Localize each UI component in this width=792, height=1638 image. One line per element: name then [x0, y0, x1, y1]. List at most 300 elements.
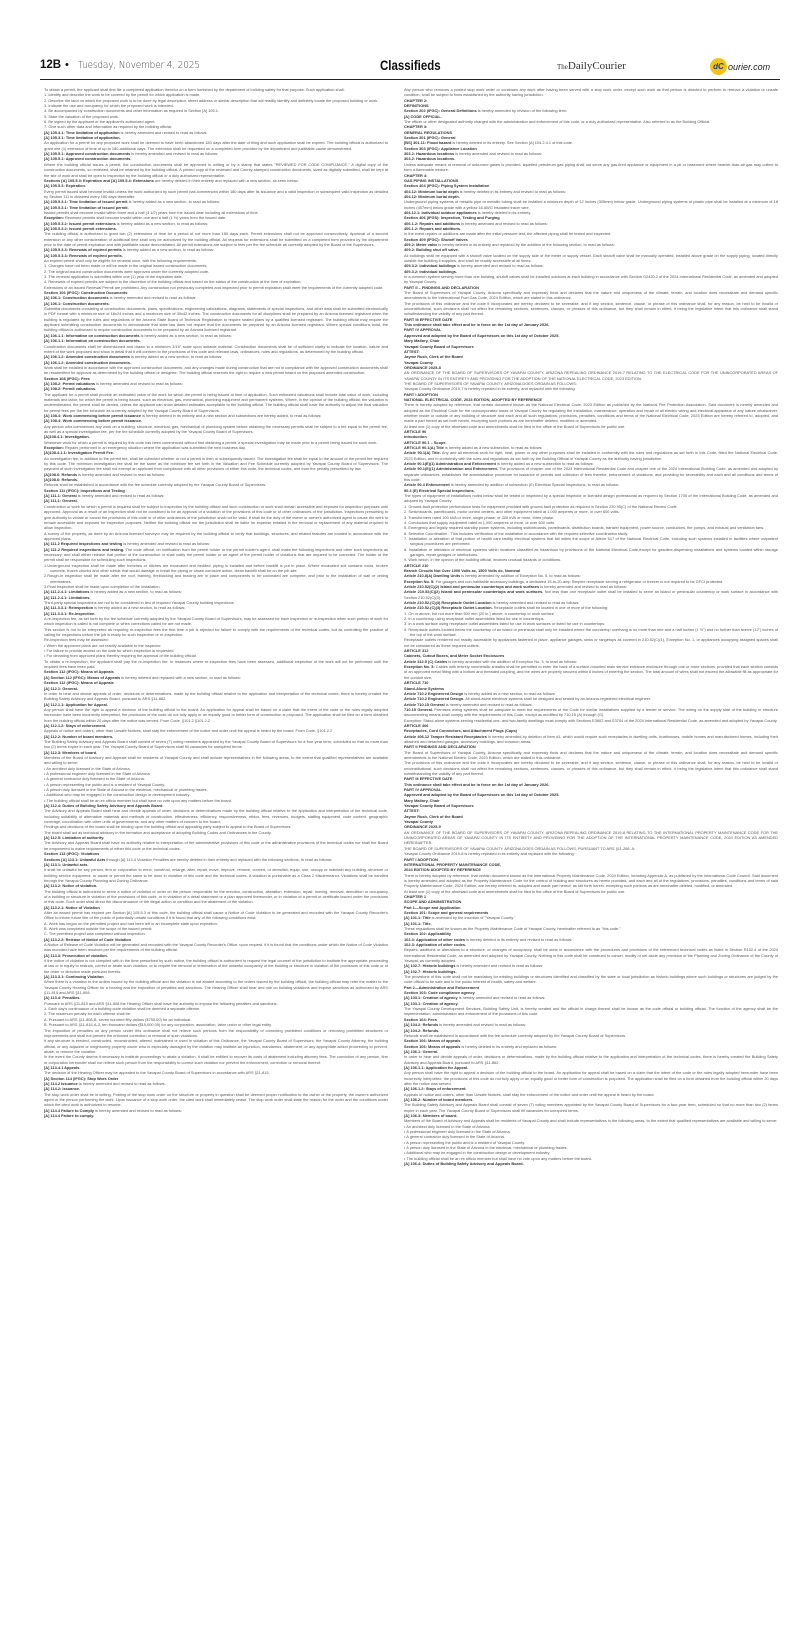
section-heading: ORDINANCE 2025-8 — [404, 364, 441, 370]
amendment-text: is hereby amended and revised to read as follows: — [95, 380, 183, 386]
amendment-reference: Article 90.4 Enforcement — [404, 482, 450, 488]
section-heading: [A] 101.1: Title. — [404, 920, 432, 926]
amendment-reference: Article 710.2 Engineered Design. — [404, 696, 465, 702]
section-heading: [A] 103.1: Creation of agency. — [404, 1000, 459, 1006]
amendment-reference: 710.15 General. — [404, 706, 433, 712]
amendment-reference: Article 710.15 General — [404, 701, 445, 707]
section-heading: [A] 106.1.2: Amended construction documents. — [44, 359, 131, 365]
body-paragraph: Pursuant to ARS §11-815 and ARS §11-808 the Hearing Officer shall have the authority to impose the following penalties and sanctions: — [44, 1000, 278, 1006]
amendment-text: Not less than one receptacle outlet shall be installed to serve an island or peninsular countertop or work surface in accordance with Section 210.52(C)(3). — [404, 589, 778, 600]
amendment-text: is hereby deleted and replaced with a new section, to read as follows: — [120, 674, 241, 680]
amendment-reference: Sections [A] 113.1: Unlawful Acts — [44, 856, 106, 862]
list-item: 7. Give such other data and information as required by the building official. — [44, 124, 172, 130]
list-item: • When the approved plans are not readily available to the inspector. — [44, 642, 162, 648]
amendment-text: is hereby added as a new section, to read as follows: — [127, 199, 220, 205]
amendment-reference: Article 90.1(E)(1) Administration and Enforcement — [404, 461, 496, 467]
section-heading: Mary Mallory, Chair — [404, 797, 440, 803]
amendment-text: is hereby amended and revised to read as follows: — [77, 471, 165, 477]
body-paragraph: A Notice of Release of Code Violation will be generated and recorded with the Yavapai County Recorder's Office, upon request, if it is found that the conditions under which the Notice of Code Violation was recorded have been resolved per the requirements of the building official. — [44, 942, 388, 953]
amendment-reference: [A] 111.3.3.1: Reinspection — [44, 605, 94, 611]
list-item: 1. Ground-fault protection performance tests for equipment provided with ground-fault protection as required in Section 230.95(C) of the National Electric Code. — [404, 503, 678, 509]
amendment-text: Premises wiring systems shall be adequate to meet the requirements of the Code for similar installations supplied by a feeder or service. The wiring on the supply side of the building or structure disconnecting means shall comply with the requirements of this Code, except as modified by 710.15 (A) through (G). — [404, 706, 778, 718]
amendment-reference: [A] 108.4: Work commencing before permit issuance — [44, 412, 142, 418]
amendment-reference: [A] 105.5.3.3: Renewals of expired permits — [44, 247, 122, 253]
section-heading: [A] 113.3.1: Continuing Violation — [44, 974, 104, 980]
amendment-text: is hereby added as a new section, to read as follows: — [93, 605, 186, 611]
amendment-text: is hereby deleted in its entirety and revised to read as follows: — [458, 188, 566, 194]
amendment-text: is hereby amended and revised to read as follows: — [122, 541, 211, 547]
section-heading: Part 1—Scope and Application — [404, 904, 461, 910]
section-title: Classifieds — [380, 57, 441, 73]
amendment-reference: Article 210.8(A) Dwelling Units — [404, 573, 461, 579]
body-paragraph: The types of equipment of installations noted below shall be tested or inspected by a special inspector or licensed design professional as required by Section 1705 of the International Building Code, as amended and adopted by Yavapai County. — [404, 493, 778, 504]
section-heading: [A] 106.1.1: Application for Appeal. — [404, 1064, 469, 1070]
amendment-text: Receptacle outlets shall be located in one or more of the following: — [492, 605, 609, 611]
section-heading: Introduction — [404, 434, 427, 440]
section-heading: Section 106 (IFGC): Construction Documents — [44, 290, 128, 296]
amendment-reference: [A] 111.2 Required inspections and testing — [44, 541, 123, 547]
amendment-text: is hereby amended and revised to read as follows: — [76, 493, 165, 499]
body-paragraph: In the event repairs or additions are made after the initial pressure test, the affected piping shall be tested and inspected. — [404, 231, 612, 237]
body-paragraph: Exception: Stand-alone systems serving residential one- and two-family dwellings must comply with Sections E3602 and E3704 of the 2024 International Residential Code, as amended and adopted by Yavapai County. — [404, 717, 778, 723]
section-heading: Section 103: Code compliance agency — [404, 990, 475, 996]
amendment-text: is hereby amended and revised to read as follows: — [444, 701, 533, 707]
list-item: 4. Be accompanied by construction documents and other information as required in Section [A] 105.1. — [44, 108, 219, 114]
body-paragraph: The officer or other designated authority charged with the administration and enforcement of this code, or a duly authorized representative. Also referred to as the Building Official. — [404, 119, 711, 125]
section-heading: 404.12: Minimum burial depth. — [404, 193, 460, 199]
amendment-text: is hereby deleted in its entirety and a new section and subsections are hereby added, to read as follows: — [141, 412, 322, 418]
legal-notice-column-right — [404, 87, 778, 1166]
section-heading: 303.2: Hazardous locations. — [404, 156, 456, 162]
section-heading: Mary Mallory, Chair — [404, 338, 440, 344]
body-paragraph: Third-party special inspections are not to be considered in lieu of required Yavapai County building inspections. — [44, 600, 235, 605]
list-item: 6. Selective Coordination - This includes verification of the installation in accordance with the required selective coordination study. — [404, 530, 629, 536]
list-item: 3. In a work surface using receptacle outlet assemblies listed for use in work surfaces or listed for use in countertops. — [404, 621, 606, 627]
body-paragraph: Members of the Board of Advisory and Appeals shall be residents of Yavapai County and shall include representatives in the following areas, to the extent that qualified representatives are available and willing to serve: — [44, 754, 388, 766]
list-item: 2. The maximum penalty for each offense shall be: — [44, 1011, 132, 1017]
section-heading: [A]108.4.1.1: Investigation Permit Fee. — [44, 450, 115, 456]
body-paragraph: The building official is authorized to serve a notice of violation or order on the person responsible for the erection, construction, alteration, extension, repair, moving, removal, demolition or occupancy of a building or structure in violation of the provisions of this code, or in violation of a detail statement or a plan approved thereunder, or in violation of a permit or certificate issued under the provisions of this code. Such order shall direct the discontinuance of the illegal action or condition and the abatement of the violation. — [44, 888, 388, 905]
amendment-text: is hereby amended with the addition of Exception No. 3, to read as follows: — [447, 658, 578, 664]
section-heading: 102.3: Application of other codes. — [404, 942, 467, 947]
amendment-reference: Exception: — [44, 215, 64, 221]
body-paragraph: In order to hear and decide appeals of order, decisions or determinations, made by the building official relative to the application and interpretation of the technical codes, there is hereby created the Building Safety Advisory and Appeals Board, pursuant to ARS §11-862. — [44, 690, 388, 702]
section-heading: Yavapai County — [404, 359, 433, 365]
amendment-reference: [A] 111.1: General — [44, 493, 77, 499]
amendment-reference: 406.1.2: Repairs and additions — [404, 220, 461, 226]
amendment-text: through [A] 113.4 Violation Penalties are hereby deleted in their entirety and replaced with the following sections, to read as follows: — [105, 856, 333, 862]
section-heading: [A] 106.2: Number of board members. — [404, 1096, 474, 1102]
amendment-paragraph — [404, 589, 778, 600]
body-paragraph: Unless adequate means of removal of unburned gases is provided, liquefied petroleum gas piping shall not serve any gas-fired appliance or equipment in a pit or basement where heavier-than-air gas may collect to form a flammable mixture. — [404, 161, 778, 173]
amendment-reference: [A] 111.2 Required inspections and testing. — [44, 546, 125, 552]
amendment-reference: Sections [A] 105.5.3: Expiration and [A] 105.5.4: Extensions — [44, 177, 154, 183]
section-heading: Yavapai County Board of Supervisors — [404, 343, 474, 349]
amendment-reference: Article 312.5 (C) Cables — [404, 658, 448, 664]
amendment-text: Cables with entirely nonmetallic sheaths shall be permitted to enter the back of a surface-mounted main service entrance enclosure through one or more sections, provided that each section consists of an approved metal fitting with a bottom and threaded coupling, and the wires are properly secured within 6 inches of entering the section. The total amount of wires shall not exceed the allowable fill as appropriate for the conduit size. — [404, 664, 779, 680]
amendment-text: is hereby amended and revised to read as follows: — [108, 295, 197, 301]
amendment-reference: [A] 106.1: Construction documents — [44, 295, 109, 301]
amendment-reference: [A] 111.2.4.1: Limitations — [44, 589, 90, 595]
body-paragraph: Yavapai County Ordinance 2019-7 is hereby repealed in its entirety, and replaced with the following: — [404, 386, 576, 392]
section-heading: [A]108.4.1: Investigation. — [44, 434, 90, 440]
section-heading: [A] 105.5.3.1: Time limitation of issued permit. — [44, 204, 129, 210]
section-heading: [A] 106.1.2: Stays of enforcement. — [404, 1086, 467, 1092]
amendment-paragraph — [404, 664, 778, 680]
body-paragraph: The Advisory and Appeals Board shall have no authority relative to interpretation of the administrative provisions of this code or the administrative provisions of the technical codes nor shall the Board be empowered to waive requirements of either this code or the technical codes. — [44, 840, 388, 851]
body-paragraph: When there is a violation to the orders issued by the building official and the violation is not abated according to the orders issued by the building official, the building official may refer the matter to the Yavapai County Hearing Officer for a hearing and the imposition of penalties and sanctions. The Hearing Officer shall hear and rule on building violations and impose sanctions as authorized by ARS §11-815 and ARS §11-808. — [44, 979, 388, 996]
amendment-text: is hereby deleted in its entirety and replaced by the addition of the following section, to read as follows: — [437, 241, 615, 247]
amendment-text: Renewed permits shall become invalid within one and a half (1 ½) years from the issued date. — [63, 215, 227, 221]
section-heading: DEFINITIONS — [404, 103, 429, 109]
amendment-text: is hereby deleted in its entirety. — [476, 209, 532, 215]
list-item: • An architect duly licensed in the State of Arizona. — [44, 765, 131, 771]
section-heading: INTERNATIONAL PROPERTY MAINTENANCE CODE, — [404, 861, 502, 867]
amendment-reference: Article 90.1(A) Title. — [404, 450, 441, 456]
logo-badge-icon: dC — [710, 58, 727, 75]
page-number: 12B — [40, 59, 62, 71]
section-heading: ORDINANCE 2025-9 — [404, 824, 441, 830]
body-paragraph: The Board of Supervisors of Yavapai County, Arizona specifically and expressly finds and declares that the nature and uniqueness of the climate, terrain, and location does necessitate and demand specific amendments to the National Electric Code, 2023 Edition, which are stated in this ordinance. — [404, 749, 778, 760]
body-paragraph: The applicant for a permit shall provide an estimated value of the work for which the permit is being issued at time of application. Such estimated valuations shall include total value of work, including materials and labor, for which the permit is being issued, such as electrical, gas, mechanical, plumbing equipment and permanent systems. Where, in the opinion of the building official, the valuation is underestimated, the permit shall be denied, unless the applicant can show detailed estimates acceptable to the building official. The building official shall have the authority to adjust the final valuation for permit fees per the fee schedule as currently adopted by the Yavapai County Board of Supervisors. — [44, 391, 388, 413]
issue-date: Tuesday, November 4, 2025 — [78, 60, 200, 71]
section-heading: This ordinance shall take effect and be in force on the 1st day of January 2026. — [404, 781, 550, 787]
body-paragraph: An expired permit shall only be eligible for renewal once, with the following requirements: — [44, 258, 197, 263]
dcourier-logo[interactable] — [710, 58, 770, 75]
body-paragraph: An investigation fee, in addition to the permit fee, shall be collected whether or not a permit is then or subsequently issued. The investigation fee shall be equal to the amount of the permit fee required by this code. The minimum investigation fee shall be the same as the minimum fee set forth in the Valuation and Fee Schedule currently adopted by Yavapai County Board of Supervisors. The payment of such investigation fee shall not exempt an applicant from compliance with all other provisions of either this code, the technical codes, and from the penalty prescribed by law. — [44, 455, 388, 472]
section-heading: GENERAL REGULATIONS — [404, 129, 453, 135]
list-item: • Additional who may be engaged in the construction design or development industry. — [404, 1150, 551, 1156]
amendment-reference: 303.2: Hazardous locations — [404, 151, 455, 157]
list-item: 1. Changes have not been made or will be made in the original issued construction documents. — [44, 263, 208, 269]
section-heading: [A] 113.2.2: Release of Notice of Code Violation — [44, 936, 132, 942]
body-paragraph: Appeals of notice and orders, other than Unsafe Notices, shall stay the enforcement of the notice and order until the appeal is heard by the board. From Code, §101.2.2 — [44, 728, 333, 734]
body-paragraph: The Building Safety Advisory and Appeals Board shall consist of seven (7) voting members appointed by the Yavapai County Board of Supervisors for a four-year term, scheduled so that no more than two (2) terms expire in each year. The Yavapai County Board of Supervisors shall fill vacancies for unexpired terms. — [404, 1102, 778, 1113]
body-paragraph: Every permit issued shall become invalid unless the work authorized by such permit has commenced within 180 days after its issuance and a valid inspection or subsequent valid inspection as detailed by Section 111 is obtained every 180 days thereafter. — [44, 188, 388, 199]
list-item: 7. Installation or alteration of that portion of health care facility electrical systems that fall within the scope of Article 517 of the National Electrical Code, including such systems installed in facilities where outpatient surgical procedures are performed. — [404, 535, 778, 547]
body-paragraph: THE BOARD OF SUPERVISORS OF YAVAPAI COUNTY, ARIZONA DOES ORDAIN AS FOLLOWS: — [404, 380, 577, 386]
body-paragraph: If the notice of violation is not complied with in the time prescribed by such notice, the building official is authorized to request the legal counsel of the jurisdiction to institute the appropriate proceeding at law or in equity to restrain, correct or abate such violation, or to require the removal or termination of the unlawful occupancy of the building or structure in violation of the provisions of this code or of the order or direction made pursuant thereto. — [44, 958, 388, 974]
body-paragraph: Appeals of notice and orders, other than Unsafe Notices, shall stay the enforcement of the notice and order until the appeal is heard by the board. — [404, 1091, 655, 1097]
body-paragraph: At least one (1) copy of the aforesaid code and amendments shall be filed in the office of the Board of Supervisors for public use. — [404, 423, 626, 429]
section-heading: [A] 112.1.2: Stays of enforcement. — [44, 722, 107, 728]
list-item: C. The permitted project was completed without inspection. — [44, 931, 146, 937]
amendment-reference: [A] Section 112 (IFGC): Means of Appeals — [44, 674, 121, 680]
body-paragraph: The provisions of this ordinance and the code it incorporates are hereby declared to be severable, and if any section, sentence, clause, or phrase of this ordinance shall, for any reason, be held to be invalid or unconstitutional, such decisions shall not affect the remaining sections, sentences, clauses, or phrases of this ordinance, but they shall remain in effect, it being the legislative intent that this ordinance shall stand notwithstanding the validity of any part thereof. — [404, 300, 778, 317]
section-heading: Approved and adopted by the Board of Supervisors on this 1st day of October 2025. — [404, 332, 560, 338]
list-item: 3. The renewal application is submitted within one (1) year of the expiration date. — [44, 274, 183, 280]
section-heading: ARTICLE 312 — [404, 648, 429, 654]
amendment-reference: 404.12: Minimum burial depth — [404, 188, 459, 194]
body-paragraph: The Yavapai County Development Services, Building Safety Unit, is hereby created and the official in charge thereof shall be known as the code official or building official. The function of the agency shall be the implementation, administration and enforcement of the provisions of this code. — [404, 1006, 778, 1017]
list-item: 9. Work which, in the opinion of the building official, involves unusual hazards or conditions. — [404, 557, 562, 563]
list-item: • A person duly licensed in the State of Arizona in the electrical, mechanical or plumbing trades. — [44, 787, 208, 793]
section-heading: [A] 113.4: Penalties. — [44, 995, 81, 1001]
amendment-paragraph — [404, 707, 778, 718]
section-heading: Section 108 (IFGC): Fees — [44, 375, 90, 381]
section-heading: [A] 106.1: General. — [404, 1048, 439, 1054]
body-paragraph: Work shall be installed in accordance with the approved construction documents, and any changes made during construction that are not in compliance with the approved construction documents shall be resubmitted for approval as determined by the building official or designee. The building official reserves the right to require a new permit based on the proposed amended construction. — [44, 364, 388, 376]
amendment-text: is hereby amended and revised to read as follows: — [438, 1022, 526, 1028]
section-heading: ATTEST: — [404, 348, 420, 354]
section-heading: Receptacles, Cord Connectors, and Attachment Plugs (Caps) — [404, 728, 517, 734]
body-paragraph: Yavapai County Ordinance 2019-8 is hereby repealed in its entirety and replaced with the following: — [404, 851, 575, 857]
list-item: 2. Describe the land on which the proposed work is to be done by legal description, street address or similar description that will readily identify and definitely locate the proposed building or work. — [44, 97, 379, 103]
amendment-text: is hereby amended and revised to read as follows: — [539, 583, 627, 589]
body-paragraph: After an issued permit has expired per Section [A] 105.5.3 of this code, the building official shall cause a Notice of Code Violation to be generated and recorded with the Yavapai County Recorder's Office to inform future title of the public of potentially unsafe conditions if it is found that any of the following conditions exist: — [44, 909, 388, 921]
section-heading: [A] 112.3: Members of board. — [44, 749, 98, 755]
section-heading: [A] 106.4: Duties of Building Safety Advisory and Appeals Board. — [404, 1161, 524, 1167]
paper-prefix: The — [557, 63, 568, 71]
amendment-reference: [A] 105.5.3.2: Issued permit extensions — [44, 220, 116, 226]
amendment-text: is hereby deleted in its entirety and replaced as follows: — [460, 1043, 557, 1049]
section-heading: [A] 113.2.1: Notice of Violation — [44, 904, 100, 910]
amendment-text: All stand-alone electrical systems shall be designed and sealed by an Arizona-registered electrical engineer. — [464, 696, 651, 702]
section-heading: Section 113 (IFGC): Violations — [44, 851, 100, 857]
section-heading: [A] 105.5.3.3: Renewals of expired permits. — [44, 252, 123, 258]
body-paragraph: Any person who commences any work on a building, structure, electrical, gas, mechanical or plumbing system before obtaining the necessary permits shall be subject to a fee equal to the permit fee, as well as a special investigation fee, per the fee schedule currently adopted by the Yavapai County Board of Supervisors. — [44, 423, 388, 434]
separator-bullet: • — [65, 59, 69, 71]
body-paragraph: This section is not to be interpreted as requiring re-inspection fees the first time a job is rejected for failure to comply with the requirements of the technical codes, but as controlling the practice of calling for inspections before the job is ready for such inspection or re-inspection. — [44, 626, 388, 638]
body-paragraph: Receptacle outlets rendered not readily accessible by appliances fastened in place, appliance garages, sinks or rangetops as covered in 210.52(C)(1), Exception No. 1, or appliances occupying assigned spaces shall not be considered as these required outlets. — [404, 637, 778, 648]
body-paragraph: Where the building official issues a permit, the construction documents shall be approved in writing or by a stamp that states "REVIEWED FOR CODE COMPLIANCE." A digital copy of the construction documents, so reviewed, shall be retained by the building official. A printed copy of the reviewed and County-stamped construction documents, sized as digitally submitted, shall be kept at the site of work and shall be open to inspection by the building official or a duly authorized representative. — [44, 161, 388, 178]
section-heading: Section 102: Applicability — [404, 931, 451, 937]
section-heading: PART III EFFECTIVE DATE — [404, 776, 453, 782]
body-paragraph: It shall be unlawful for any person, firm or corporation to erect, construct, enlarge, alter, repair, move, improve, remove, convert, or demolish, equip, use, occupy or maintain any building, structure or building service equipment, or cause or permit the same to be done in violation of this code and the technical codes. A violation is punishable as a Class 2 Misdemeanor. Violations shall be handled through the Yavapai County Planning and Zoning Ordinance. — [44, 867, 388, 883]
body-paragraph: There is hereby adopted by reference, that certain document known as the National Electrical Code, 2023 Edition as published by the National Fire Protection Association. Said document is hereby amended and adopted as the Electrical Code for the unincorporated areas of Yavapai County for regulating the installation, maintenance, operation and repair of all electric wiring and electrical apparatus of any nature whatsoever, whether inside or outside of any building or structure and each and all such regulations, provisions, penalties, conditions and terms of the National Electrical Code, 2023 Edition are hereby referred to, adopted, and made a part hereof as set forth herein, excepting such portions as are hereinafter deleted, modified or amended. — [404, 402, 778, 424]
body-paragraph: All buildings shall be equipped with a shutoff valve located on the supply side of the meter or supply vessel. Each shutoff valve shall be manually operated, installed above grade on the supply piping, located directly outside the building it supplies, and shall be readily accessible at all times. — [404, 252, 778, 263]
amendment-reference: Article 406.12 Tamper Resistant Receptacles — [404, 733, 487, 739]
list-item: 3. Transformers rated 100 kVA or more, single phase; or 300 kVA or more, three phase. — [404, 514, 555, 520]
body-paragraph: Members of the Board of Advisory and Appeals shall be residents of Yavapai County and shall include representatives in the following areas, to the extent that qualified representatives are available and willing to serve: — [404, 1118, 778, 1124]
amendment-reference: Exception No. 5: — [404, 578, 435, 584]
amendment-paragraph — [404, 466, 778, 482]
list-item: B. Pursuant to ARS §11-815-A-3, ten thousand dollars ($10,000.00) for any corporation, association, labor union or other legal entity. — [44, 1022, 272, 1028]
body-paragraph: Submittal documents consisting of construction documents, plans, specifications, engineering calculations, diagrams, statements of special inspections, and other data shall be submitted electronically in PDF format with a minimum size of 18x24 inches and a maximum size of 30x42 inches. The construction documents for all disciplines shall be prepared by an Arizona licensed registrant when the building is regulated by the rules and regulations of the Arizona State Board of Technical Registration to require sealed plans by a qualified licensed registrant. The building official may require the applicant submitting construction documents to demonstrate that state law does not require that the documents be prepared by an Arizona licensed registrant. Where special conditions exist, the building official is authorized to require construction documents to be prepared by an Arizona licensed registrant. — [44, 306, 388, 333]
section-heading: Section 101: Scope and general requirements — [404, 909, 489, 915]
amendment-reference: Exception No. 3: — [404, 664, 435, 670]
section-heading: PART IV APPROVAL — [404, 327, 442, 333]
amendment-reference: 409.3.2: Individual buildings — [404, 263, 456, 269]
section-heading: Approved and adopted by the Board of Supervisors on this 1st day of October 2025. — [404, 792, 560, 798]
amendment-reference: 102.3: Application of other codes — [404, 936, 466, 942]
section-heading: NATIONAL ELECTRICAL CODE, 2023 EDITION, ADOPTED BY REFERENCE — [404, 396, 542, 402]
amendment-text: is hereby amended and revised to read as follows: — [491, 600, 580, 605]
amendment-reference: 409.2: Meter valve — [404, 241, 438, 247]
amendment-paragraph — [44, 547, 388, 563]
body-paragraph: Extensions of an issued Renewal Permit are prohibited. Any construction not previously completed and inspected prior to permit expiration shall meet the requirements of the currently adopted code. — [44, 284, 384, 290]
section-heading: [A]108.6: Refunds. — [44, 477, 79, 483]
body-paragraph: Repairs, additions or alterations to a structure, or changes of occupancy, shall be done in accordance with the procedures and provisions of the referenced technical codes as listed in Section R102.4 of the 2024 International Residential Code, as amended and adopted by Yavapai County. Nothing in this code shall be construed to cancel, modify or set aside any provision of the Planning and Zoning Ordinance of the County of Yavapai, as currently adopted. — [404, 947, 778, 964]
amendment-reference: [A] 105.5.1: Approved construction documents — [44, 151, 131, 157]
section-heading: [A] 112.2: Number of board members. — [44, 733, 114, 739]
section-heading: [A] 113.3: Prosecution of violation. — [44, 952, 108, 958]
amendment-reference: [A] 114.2 Issuance — [44, 1080, 78, 1086]
list-item: • A person representing the public and is a resident of Yavapai County. — [44, 781, 165, 787]
body-paragraph: These regulations shall be known as the Property Maintenance Code of Yavapai County, hereinafter referred to as "this code." — [404, 925, 621, 931]
body-paragraph: There is hereby adopted by reference, that certain document known as the International Property Maintenance Code, 2024 Edition, including Appendix A, as published by the International Code Council. Said document is hereby amended and adopted as the Property Maintenance Code for the control of building and structures as herein provided, and each and all of the regulations, provisions, penalties, conditions and terms of said Property Maintenance Code, 2024 Edition, are hereby referred to, adopted and made part hereof, as set forth herein, excepting such portions as are hereinafter deleted, modified, or amended. — [404, 872, 778, 889]
list-item: 2.Rough-in inspection shall be made after the roof, framing, fireblocking and bracing are in place and components to be concealed are complete, and prior to the installation of wall or ceiling membranes. — [44, 573, 388, 584]
amendment-reference: [A] 103.1: Creation of agency — [404, 995, 458, 1001]
body-paragraph: THE BOARD OF SUPERVISORS OF YAVAPAI COUNTY, ARIZONA DOES ORDAIN AS FOLLOWS, PURSUANT TO ARS §11-268, A: — [404, 845, 636, 851]
paper-name — [557, 60, 626, 72]
amendment-text: is hereby amended and revised to read as follows: — [455, 963, 544, 969]
list-item: A. Pursuant to ARS §11-808-B, seven hundred fifty dollars ($750.00) for an individual. — [44, 1016, 192, 1022]
section-heading: CHAPTER 3: — [404, 124, 428, 130]
body-paragraph: The Advisory and Appeals Board shall hear and decide appeals of order, decisions or determinations made by the building official relative to the application and interpretation of the technical code, including suitability of alternative materials and methods of construction, effectiveness, efficiency, responsiveness, ethics, fees, revenues, budgets, staffing equipment, code content, geographic coverage, coordination with other units of governments, and any other matters of concern to the board. — [44, 808, 388, 825]
amendment-text: For garages and non-habitable accessory buildings, a dedicated 15-to-20-amp Simplex receptacle serving a refrigerator or freezer is not required to be GFCI protected. — [434, 578, 724, 584]
list-item: 1. Identify and describe the work to be covered by the permit for which application is made. — [44, 92, 201, 98]
body-paragraph: Any person who removes a posted stop work order or continues any work after having been served with a stop work order, except such work as that person is directed to perform to remove a violation or unsafe condition, shall be subject to fines established by the authority having jurisdiction. — [404, 87, 778, 98]
section-heading: 406.1.2: Repairs and additions. — [404, 225, 462, 231]
amendment-reference: [A] 114.4 Failure to Comply — [44, 1107, 94, 1113]
section-heading: SCOPE AND ADMINISTRATION — [404, 899, 462, 905]
body-paragraph: A re-inspection fee, as set forth by the fee schedule currently adopted by the Yavapai County Board of Supervisors, may be assessed for each inspection or re-inspection when such portion of work for which inspection is called is not complete or when corrections called for are not made. — [44, 616, 388, 627]
section-heading: Stand-Alone Systems — [404, 685, 444, 691]
amendment-text: Any and all electrical work for light, heat, power or any other purposes shall be installed in conformity with the rules and regulations as set forth in this Code, titled the National Electrical Code, 2023 Edition, and in conformity with the rules and regulations as set forth by the Building Official of Yavapai County as the authority having jurisdiction. — [404, 450, 778, 461]
section-heading: Part 2—Administration and Enforcement — [404, 984, 480, 990]
list-item: 3.Final inspection shall be made upon completion of the installation. — [44, 583, 161, 589]
section-heading: Yavapai County — [404, 819, 433, 825]
amendment-text: is hereby amended and revised to read as follows: — [457, 995, 546, 1001]
body-paragraph: To obtain a permit, the applicant shall first file a completed application therefor on a form furnished by the department of building safety for that purpose. Such application shall: — [44, 87, 345, 92]
section-heading: ATTEST: — [404, 808, 420, 814]
list-item: • The building official shall be an ex officio member but shall have no vote upon any matters before the board. — [44, 797, 233, 803]
amendment-reference: Article 210.52(C)(2) Island and peninsular countertops and work surfaces. — [404, 589, 544, 595]
section-heading: ARTICLE 710 — [404, 680, 429, 686]
section-heading: GAS PIPING INSTALLATIONS — [404, 177, 459, 183]
body-paragraph: To obtain a re-inspection, the applicant shall pay the re-inspection fee. In instances where re-inspection fees have been assessed, additional inspection of the work will not be performed until the required fees have been paid. — [44, 658, 388, 670]
body-paragraph: In a common system serving more than one building, shutoff valves shall be installed outdoors at each building in accordance with Section G2420.2 of the 2024 International Residential Code, as amended and adopted by Yavapai County. — [404, 274, 778, 285]
body-paragraph: Re-inspection fees may be assessed: — [44, 637, 109, 643]
amendment-reference: Article 210.52(C)(2) Island and peninsular countertops and work surfaces — [404, 583, 540, 589]
body-paragraph: Construction documents shall be dimensioned and drawn to a minimum 3/16" scale upon suitable material. Construction documents shall be of sufficient clarity to indicate the location, nature and extent of the work proposed and show in detail that it will conform to the provisions of this code and relevant laws, ordinances, rules and regulations, as determined by the building official. — [44, 343, 388, 354]
section-heading: Section 112 (IFGC): Means of Appeals — [44, 680, 114, 686]
body-paragraph: Issued permits shall become invalid within three and a half (3 1/2) years from the issued date including all extensions of time. — [44, 209, 259, 215]
amendment-text: is amended by the insertion of "Yavapai County." — [430, 915, 516, 921]
amendment-paragraph — [404, 450, 778, 461]
amendment-text: is hereby amended by addition of subsection (E) Electrical Special Inspections, to read as follows: — [449, 482, 619, 488]
amendment-text: Repairs performed in an emergency situation where the application was submitted the next business day. — [63, 445, 246, 451]
section-heading: [A] 105.5.3: Expiration. — [44, 183, 86, 189]
amendment-text: is hereby amended by revision of the following term: — [476, 108, 568, 114]
section-heading: [A] 113.2: Notice of violation. — [44, 883, 98, 889]
amendment-text: is hereby amended and revised to read as follows: — [119, 129, 208, 135]
section-heading: Section 404 (IFGC): Piping System Installation — [404, 183, 490, 189]
body-paragraph: Findings and decisions of the board shall be binding upon the building official and appealing party subject to appeal to the Board of Supervisors. — [44, 824, 292, 830]
amendment-text: is hereby added as a new subsection to read as follows: — [495, 461, 594, 467]
list-item: • Additional who may be engaged in the construction design or development industry. — [44, 792, 191, 798]
amendment-reference: Article 710.2 Engineered Design — [404, 690, 464, 696]
section-heading: Section 301 (IFGC): General — [404, 135, 456, 141]
list-item: 2. In a countertop using receptacle outlet assemblies listed for use in countertops. — [404, 616, 545, 622]
section-heading: PART II – FINDINGS AND DECLARATION — [404, 284, 479, 290]
body-paragraph: The building official is authorized to grant two (2) extensions of time for a period of not more than 180 days each. Permit extensions shall not be approved consecutively. Approval of a second extension or any other consideration of additional time shall only be authorized by the building official. All requests for extensions shall be submitted on a completed form provided by the department prior to the date of permit expiration and with justifiable cause demonstrated. All permit extensions are subject to fees per the fee schedule as currently adopted by the Board of the Supervisors. — [44, 231, 388, 247]
body-paragraph: The provisions of this ordinance and the code it incorporates are hereby declared to be severable, and if any section, sentence, clause, or phrase of this ordinance shall, for any reason, be held to be invalid or unconstitutional, such decisions shall not affect the remaining sections, sentences, clauses, or phrases of this ordinance, but they shall remain in effect, it being the legislative intent that this ordinance shall stand notwithstanding the validity of any part thereof. — [404, 760, 778, 776]
section-heading: [A] 111.2.4.1: Limitations. — [44, 594, 91, 600]
amendment-reference: ARTICLE 90.1(A) Title — [404, 445, 444, 451]
amendment-reference: [A] 105.5.3.1: Time limitation of issued permit — [44, 199, 128, 205]
amendment-reference: [A] 108.2: Permit valuations — [44, 380, 96, 386]
amendment-reference: 404.12.1: Individual outdoor appliances — [404, 209, 477, 215]
body-paragraph: Refunds shall be established in accordance with the fee schedule currently adopted by the Yavapai County Board of Supervisors. — [404, 1032, 627, 1038]
logo-site-text: ourier.com — [728, 61, 771, 72]
amendment-paragraph — [404, 734, 778, 745]
amendment-text: is hereby amended by addition of Exception No. 5, to read as follows: — [460, 573, 581, 579]
list-item: • The building official shall be an ex officio member but shall have no vote upon any matters before the board. — [404, 1155, 593, 1161]
list-item: • A person duly licensed in the State of Arizona in the electrical, mechanical or plumbing trades. — [404, 1145, 568, 1151]
body-paragraph: Whenever work for which a permit is required by this code has been commenced without first obtaining a permit, a special investigation may be made prior to a permit being issued for such work. — [44, 439, 378, 445]
body-paragraph: The imposition of penalties on any person under this ordinance shall not relieve such persons from the responsibility of correcting prohibited conditions or removing prohibited structures or improvements and shall not prevent the enforced correction or removal of such violations. — [44, 1027, 388, 1038]
section-heading: [A] 105.5.3.2: Issued permit extensions. — [44, 225, 117, 231]
section-heading: [A] 114.4 Failure to comply. — [44, 1113, 95, 1118]
body-paragraph: The Building Safety Advisory and Appeals Board shall consist of seven (7) voting members appointed by the Yavapai County Board of Supervisors for a four-year term, scheduled so that no more than two (2) terms expire in each year. The Yavapai County Board of Supervisors shall fill vacancies for unexpired terms. — [44, 738, 388, 750]
body-paragraph: Refunds shall be established in accordance with the fee schedule currently adopted by the Yavapai County Board of Supervisors. — [44, 482, 267, 488]
section-heading: 2024 EDITION ADOPTED BY REFERENCE — [404, 867, 481, 873]
amendment-reference: [A] 106.1.2: Amended construction documents — [44, 354, 130, 360]
section-heading: CHAPTER 2: — [404, 97, 428, 103]
section-heading: [A] 102.7: Historic buildings. — [404, 968, 457, 974]
section-heading: Yavapai County Board of Supervisors — [404, 803, 474, 809]
section-heading: CHAPTER 4: — [404, 172, 428, 178]
section-heading: [A] 112.5: Limitation of authority. — [44, 835, 105, 841]
list-item: 5. State the valuation of the proposed work. — [44, 113, 120, 119]
list-item: 6. Be signed by the applicant or the applicant's authorized agent. — [44, 119, 156, 125]
amendment-reference: Exception: — [44, 445, 64, 451]
list-item: • A professional engineer duly licensed in the State of Arizona. — [404, 1129, 511, 1135]
section-heading: [A] 108.2: Permit valuations. — [44, 386, 97, 392]
amendment-reference: [BS] 301.11: Flood hazard — [404, 140, 452, 146]
list-item: • A professional engineer duly licensed in the State of Arizona. — [44, 771, 151, 776]
body-paragraph: Any person shall have the right to appeal a decision of the building official to the board. An application for appeal shall be based on a claim that the intent of the code or the rules legally adopted hereunder have been incorrectly interpreted, the provisions of this code do not fully apply or an equally good or better form of construction is proposed. The application shall be filed on a form obtained from the building official within 20 days after the notice was served. — [404, 1070, 778, 1086]
section-heading: [A] 113.4.1 Appeals. — [44, 1064, 81, 1070]
amendment-reference: Section 202 (IFGC): General Definitions — [404, 108, 477, 114]
list-item: 8. Installation or alteration of electrical systems within locations classified as hazardous by provisions of the National Electrical Code,except for gasoline-dispensing installations and systems located within storage garages, repair garages or lubritoriums. — [404, 546, 778, 557]
list-item: 1. On or above, but not more than 500 mm (20 in.) above, a countertop or work surface. — [404, 610, 555, 616]
section-heading: Cabinets, Cutout Boxes, and Meter Socket Enclosures — [404, 653, 505, 659]
body-paragraph: Construction or work for which a permit is required shall be subject to inspection by the building official and such construction or work shall remain accessible and exposed for inspection purposes until approved. Approval as a result of an inspection shall not be construed to be an approval of a violation of the provisions of this code or of other ordinances of the jurisdiction. Inspections presuming to give authority to violate or cancel the provisions of this code or of other ordinances of the jurisdiction shall not be valid. It shall be the duty of the owner or owner's authorized agent to cause the work to remain accessible and exposed for inspection purposes. Neither the building official nor the jurisdiction shall be liable for expense entailed in the removal or replacement of any material required to allow inspection. — [44, 503, 388, 531]
amendment-reference: Article 210.52.(C)(3) Receptacle Outlet Location — [404, 600, 492, 605]
amendment-text: is hereby added as a new section, to read as follows: — [121, 247, 215, 253]
amendment-text: The provisions of chapter one of the 2024 International Residential Code and chapter one of the 2024 International Building Code, as amended and adopted by separate ordinances, establishes the administrative procedure for issuance of permits and collection of fees therefor, enforcement of violations, and providing for severability and each and all conditions and terms of this code. — [404, 466, 779, 483]
section-heading: [A] 105.5.1: Approved construction documents. — [44, 156, 132, 162]
paper-title: DailyCourier — [567, 60, 626, 72]
body-paragraph: At least one (1) copy of the aforesaid code and amendments shall be filed in the office of the Board of Supervisors for public use. — [404, 888, 626, 894]
section-heading: ARTICLE 90.1 – Scope. — [404, 439, 447, 445]
amendment-text: is hereby amended and revised to read as follows: — [77, 1080, 166, 1086]
amendment-reference: Article 210.52.(C)(3) Receptacle Outlet Location. — [404, 605, 493, 611]
amendment-reference: [A] 105.3.1: Time limitation of application — [44, 129, 120, 135]
list-item: 1.Underground inspection shall be made after trenches or ditches are excavated and bedded, piping is installed and before backfill is put in place. Where excavated soil contains rocks, broken concrete, frozen chunks and other rubble that would damage or break the piping or cause corrosive action, clean backfill shall be on the job site. — [44, 562, 388, 573]
body-paragraph: An application for a permit for any proposed work shall be deemed to have been abandoned 180 days after the date of filing and such application shall be expired. The building official is authorized to grant one (1) extension of time of up to 180 additional days. The extension shall be requested on a completed form provided by the department and justifiable cause demonstrated. — [44, 140, 388, 151]
amendment-reference: [A] 106.1.1: Information on construction documents — [44, 332, 140, 338]
section-heading: Section 112 (IFGC): Means of Appeals — [44, 669, 114, 675]
section-heading: [A] 112.1.1: Application for Appeal. — [44, 701, 108, 707]
list-item: • A general contractor duly licensed in the State of Arizona. — [44, 776, 145, 782]
amendment-text: The code official, on notification from the permit holder or the permit holder's agent, shall make the following inspections and other such inspections as necessary, and shall either release that portion of the construction or shall notify the permit holder or an agent of the permit holder of violations that are required to be corrected. The holder of the permit shall be responsible for scheduling such inspections. — [44, 546, 389, 563]
section-heading: PART I ADOPTION — [404, 856, 438, 862]
list-item: B. Work was completed outside the scope of the issued permit. — [44, 925, 153, 931]
amendment-text: is hereby amended and revised to read as follows: — [130, 151, 219, 157]
body-paragraph: A survey of the property, as done by an Arizona licensed surveyor may be required by the building official to verify that buildings, structures, and related features are located in accordance with the approved plans. — [44, 530, 388, 541]
list-item: • For deviating from approved plans thereby requiring the approval of the building official. — [44, 653, 197, 659]
list-item: • A general contractor duly licensed in the State of Arizona. — [404, 1134, 505, 1140]
amendment-text: is hereby amended and revised to read as follows: — [455, 263, 544, 269]
section-heading: [A] CODE OFFICIAL. — [404, 113, 442, 119]
section-heading: [A] 114.2: Issuance. — [44, 1086, 81, 1092]
amendment-text: is hereby amended by deletion of Item #1, which would require such receptacles in dwelling units, boathouses, mobile homes and manufactured homes, including their attached and detached garages, accessory buildings, and common areas. — [404, 733, 778, 744]
amendment-text: is hereby amended and revised to read as follows: — [454, 151, 542, 157]
